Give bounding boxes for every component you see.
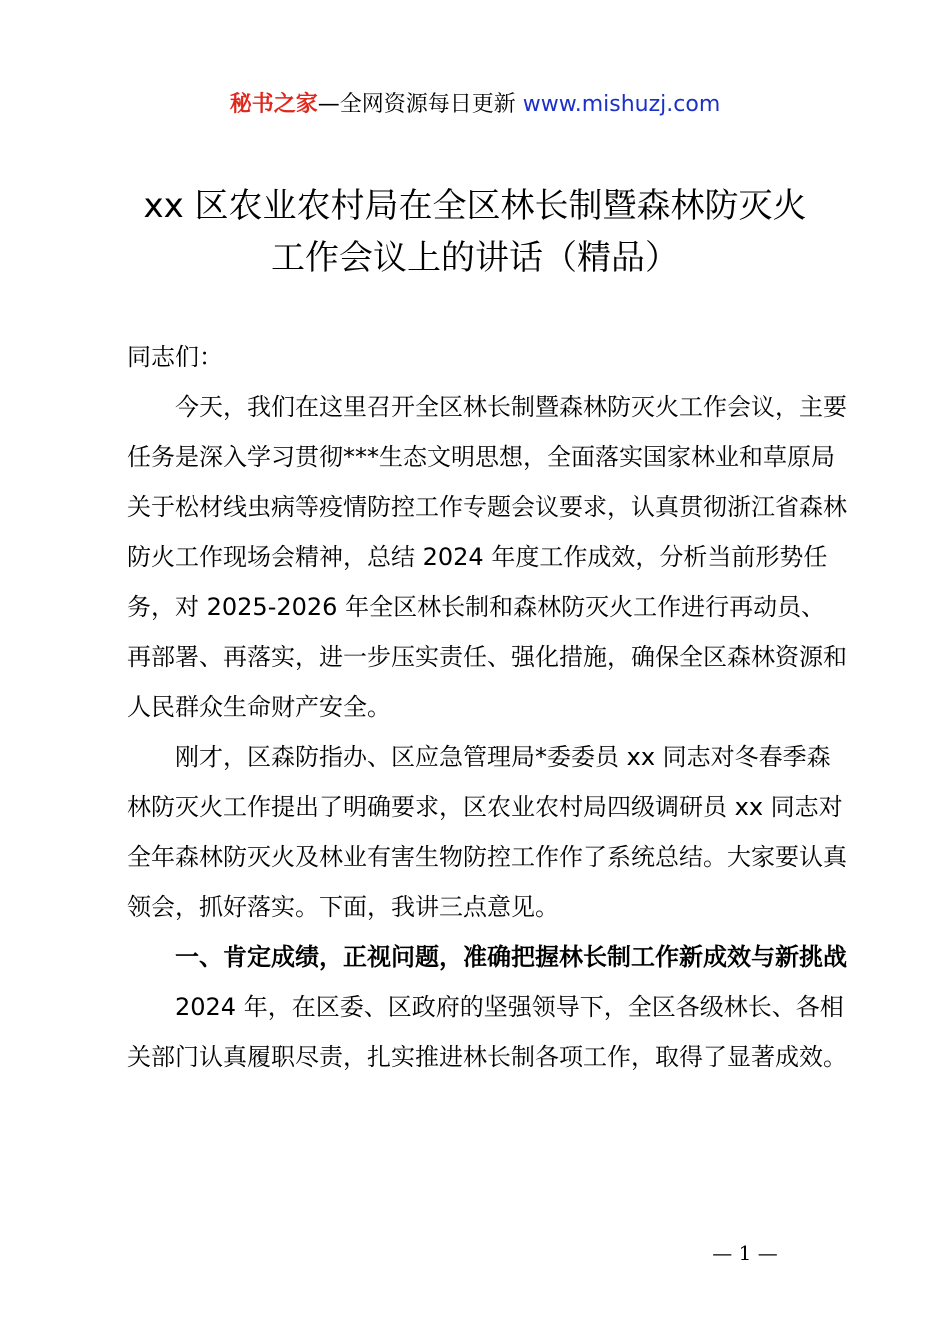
document-title-line-2: 工作会议上的讲话（精品） [271,238,679,278]
site-banner [0,88,950,122]
paragraph-1: 今天，我们在这里召开全区林长制暨森林防灭火工作会议，主要任务是深入学习贯彻***生态文明思想，全面落实国家林业和草原局关于松材线虫病等疫情防控工作专题会议要求，认真贯彻浙江省森林防火工作现场会精神，总结 2024 年度工作成效，分析当前形势任务，对 2025-2026 年全区林长制和森林防灭火工作进行再动员、再部署、再落实，进一步压实责任、强化措施，确保全区森林资源和人民群众生命财产安全。 [127,393,847,721]
document-body [127,332,847,1082]
site-url-link[interactable]: www.mishuzj.com [522,92,721,117]
section-1-paragraph-1: 2024 年，在区委、区政府的坚强领导下，全区各级林长、各相关部门认真履职尽责，扎实推进林长制各项工作，取得了显著成效。 [127,993,847,1071]
page-number: — 1 — [712,1241,778,1265]
salutation: 同志们： [127,343,223,371]
section-heading-1: 一、肯定成绩，正视问题，准确把握林长制工作新成效与新挑战 [175,943,847,971]
site-brand: 秘书之家 [229,92,318,117]
paragraph-2: 刚才，区森防指办、区应急管理局*委委员 xx 同志对冬春季森林防灭火工作提出了明确要求，区农业农村局四级调研员 xx 同志对全年森林防灭火及林业有害生物防控工作作了系统总结。大家要认真领会，抓好落实。下面，我讲三点意见。 [127,743,847,921]
site-tagline: —全网资源每日更新 [317,92,523,117]
document-title [80,180,870,284]
document-title-line-1: xx 区农业农村局在全区林长制暨森林防灭火 [143,186,807,226]
